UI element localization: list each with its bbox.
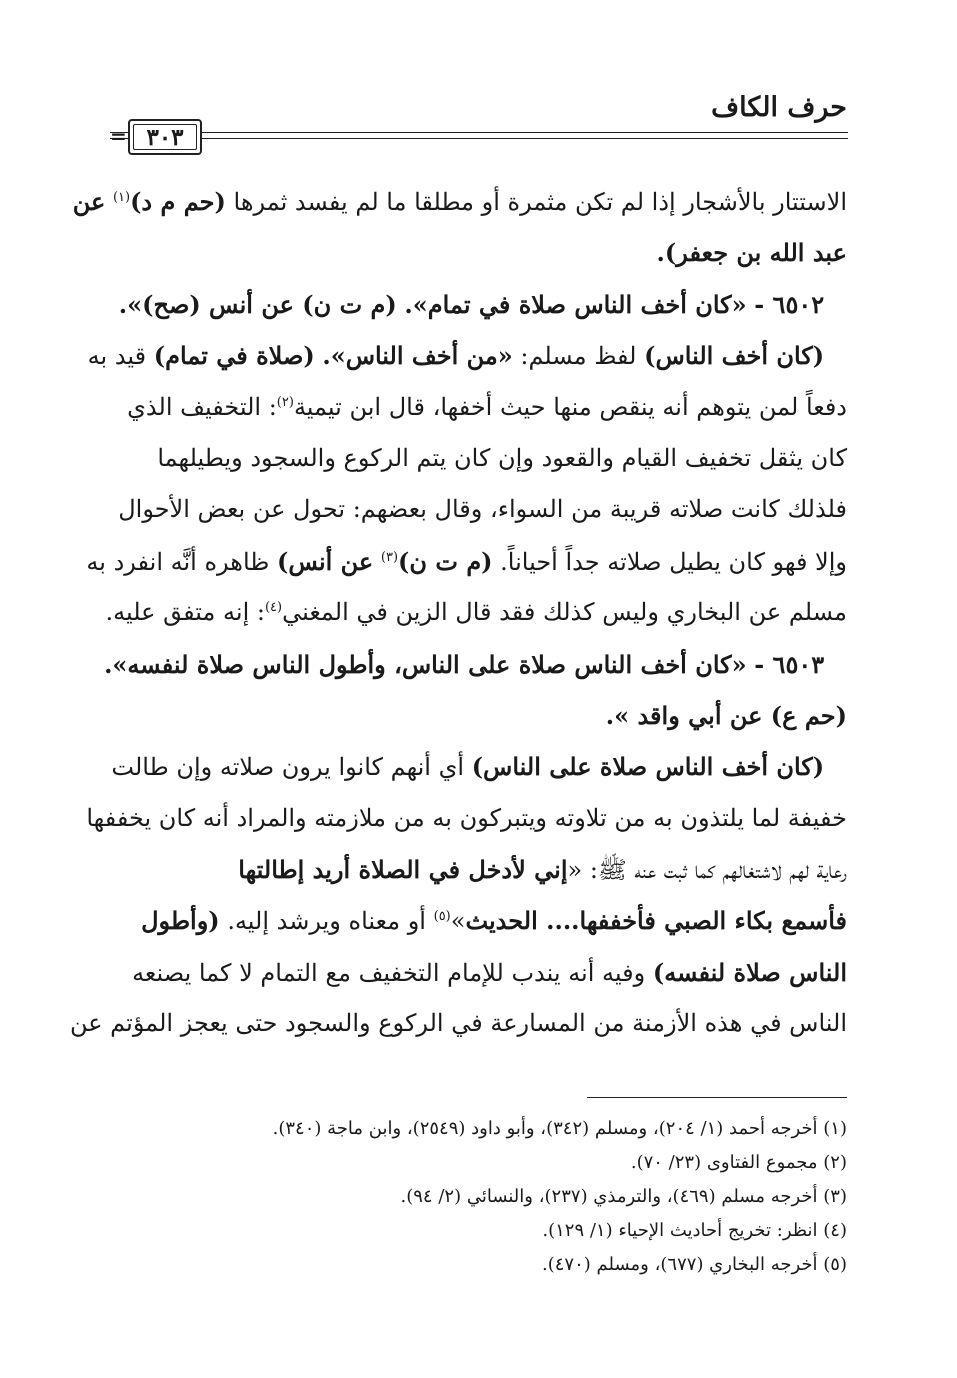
footnotes xyxy=(109,1112,847,1282)
text-line: وإلا فهو كان يطيل صلاته جداً أحياناً. (م ت ن)$^{(٣)}$ عن أنس) ظاهره أنَّه انفرد به xyxy=(86,546,847,576)
text-line: فلذلك كانت صلاته قريبة من السواء، وقال بعضهم: تحول عن بعض الأحوال xyxy=(118,495,847,524)
text-line: عبد الله بن جعفر). xyxy=(656,238,847,268)
text-line: مسلم عن البخاري وليس كذلك فقد قال الزين في المغني$^{(٤)}$: إنه متفق عليه. xyxy=(105,598,847,627)
text-line: (حم ع) عن أبي واقد ». xyxy=(605,700,847,730)
running-header-title: حرف الكاف xyxy=(711,92,847,123)
page-number: ٣٠٣ xyxy=(128,119,202,155)
footnote: (٣) أخرجه مسلم (٤٦٩)، والترمذي (٢٣٧)، والنسائي (٢/ ٩٤). xyxy=(400,1186,847,1207)
footnote-separator xyxy=(587,1097,847,1098)
text-line: دفعاً لمن يتوهم أنه ينقص منها حيث أخفها، قال ابن تيمية$^{(٢)}$: التخفيف الذي xyxy=(127,392,847,421)
main-text xyxy=(69,176,847,1050)
footnote: (٥) أخرجه البخاري (٦٧٧)، ومسلم (٤٧٠). xyxy=(542,1254,847,1275)
text-line: كان يثقل تخفيف القيام والقعود وإن كان يتم الركوع والسجود ويطيلهما xyxy=(157,443,847,472)
text-line: الناس صلاة لنفسه) وفيه أنه يندب للإمام التخفيف مع التمام لا كما يصنعه xyxy=(132,957,847,987)
footnote: (١) أخرجه أحمد (١/ ٢٠٤)، ومسلم (٣٤٢)، وأبو داود (٢٥٤٩)، وابن ماجة (٣٤٠). xyxy=(272,1118,847,1139)
footnote: (٤) انظر: تخريج أحاديث الإحياء (١/ ١٢٩). xyxy=(542,1220,847,1241)
text-line: الناس في هذه الأزمنة من المسارعة في الركوع والسجود حتى يعجز المؤتم عن xyxy=(69,1009,847,1038)
header-rule xyxy=(110,132,848,133)
text-line: (كان أخف الناس صلاة على الناس) أي أنهم كانوا يرون صلاته وإن طالت xyxy=(111,752,825,782)
text-line: (كان أخف الناس) لفظ مسلم: «من أخف الناس». (صلاة في تمام) قيد به xyxy=(87,341,825,371)
footnote: (٢) مجموع الفتاوى (٢٣/ ٧٠). xyxy=(630,1152,847,1173)
text-line: رعاية لهم لاشتغالهم كما ثبت عنه ﷺ: «إني لأدخل في الصلاة أريد إطالتها xyxy=(238,855,847,885)
text-line: خفيفة لما يلتذون به من تلاوته ويتبركون به من ملازمته والمراد أنه كان يخففها xyxy=(86,803,847,832)
page-number-ornament: = xyxy=(110,124,127,148)
text-line: فأسمع بكاء الصبي فأخففها.... الحديث»$^{(٥)}$ أو معناه ويرشد إليه. (وأطول xyxy=(141,906,847,936)
text-line: الاستتار بالأشجار إذا لم تكن مثمرة أو مطلقا ما لم يفسد ثمرها (حم م د)$^{(١)}$ عن xyxy=(72,187,847,216)
hadith-6503-heading: ٦٥٠٣ - «كان أخف الناس صلاة على الناس، وأطول الناس صلاة لنفسه». xyxy=(104,649,825,679)
hadith-6502-heading: ٦٥٠٢ - «كان أخف الناس صلاة في تمام». (م ت ن) عن أنس (صح)». xyxy=(118,289,825,319)
header-rule xyxy=(110,138,848,139)
